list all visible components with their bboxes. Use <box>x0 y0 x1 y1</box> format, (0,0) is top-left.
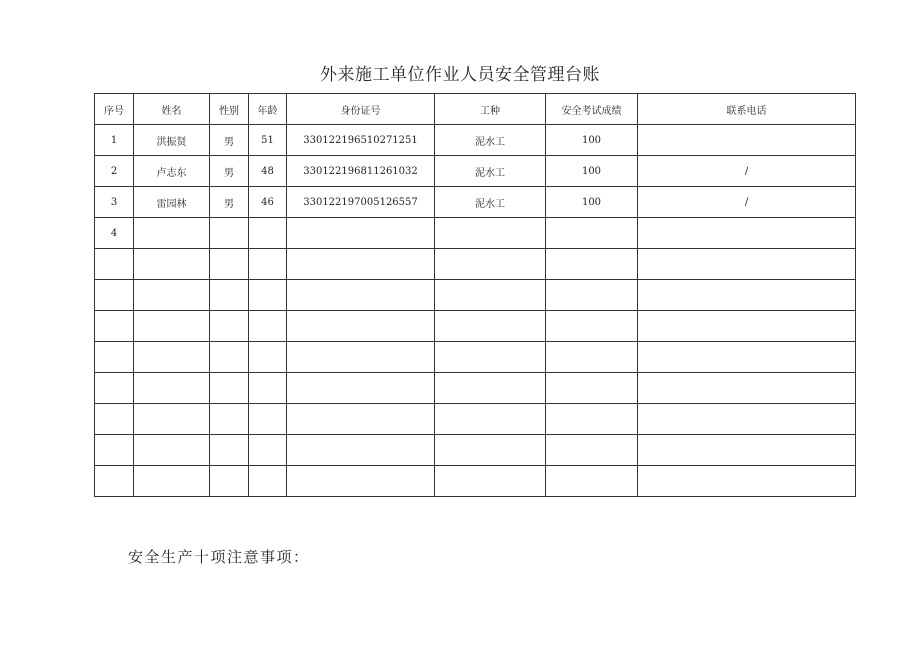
cell-name <box>134 280 210 311</box>
col-header-exam-score: 安全考试成绩 <box>546 94 638 125</box>
cell-id-number: 330122197005126557 <box>287 187 435 218</box>
cell-trade <box>435 435 546 466</box>
cell-trade <box>435 249 546 280</box>
cell-gender: 男 <box>210 156 249 187</box>
cell-phone <box>638 311 856 342</box>
cell-age <box>249 280 287 311</box>
cell-age <box>249 249 287 280</box>
header-row <box>95 94 856 125</box>
cell-name <box>134 311 210 342</box>
table-row <box>95 435 856 466</box>
cell-seq: 3 <box>95 187 134 218</box>
cell-id-number <box>287 435 435 466</box>
cell-phone <box>638 404 856 435</box>
cell-gender <box>210 249 249 280</box>
cell-phone <box>638 466 856 497</box>
col-header-phone: 联系电话 <box>638 94 856 125</box>
personnel-ledger-table <box>94 93 856 497</box>
cell-age <box>249 373 287 404</box>
cell-trade: 泥水工 <box>435 125 546 156</box>
cell-exam-score <box>546 373 638 404</box>
cell-id-number <box>287 342 435 373</box>
cell-gender <box>210 435 249 466</box>
cell-trade <box>435 280 546 311</box>
cell-id-number: 330122196510271251 <box>287 125 435 156</box>
col-header-age: 年龄 <box>249 94 287 125</box>
cell-phone <box>638 249 856 280</box>
cell-name <box>134 218 210 249</box>
cell-seq <box>95 280 134 311</box>
cell-name <box>134 373 210 404</box>
cell-seq <box>95 249 134 280</box>
page-title: 外来施工单位作业人员安全管理台账 <box>320 65 600 85</box>
cell-gender <box>210 280 249 311</box>
cell-exam-score <box>546 435 638 466</box>
cell-gender <box>210 311 249 342</box>
cell-age: 51 <box>249 125 287 156</box>
cell-seq: 4 <box>95 218 134 249</box>
cell-seq: 2 <box>95 156 134 187</box>
cell-age: 48 <box>249 156 287 187</box>
cell-phone: / <box>638 156 856 187</box>
col-header-id-number: 身份证号 <box>287 94 435 125</box>
cell-name <box>134 404 210 435</box>
cell-seq <box>95 311 134 342</box>
cell-age <box>249 218 287 249</box>
cell-exam-score: 100 <box>546 125 638 156</box>
cell-gender <box>210 218 249 249</box>
cell-age <box>249 404 287 435</box>
cell-name <box>134 342 210 373</box>
safety-notes-heading: 安全生产十项注意事项： <box>128 548 310 566</box>
cell-gender <box>210 466 249 497</box>
cell-trade: 泥水工 <box>435 156 546 187</box>
table-row <box>95 187 856 218</box>
cell-name <box>134 249 210 280</box>
cell-phone: / <box>638 187 856 218</box>
cell-age <box>249 466 287 497</box>
cell-exam-score <box>546 404 638 435</box>
cell-id-number <box>287 249 435 280</box>
cell-id-number <box>287 373 435 404</box>
cell-exam-score <box>546 280 638 311</box>
cell-seq <box>95 342 134 373</box>
table-row <box>95 311 856 342</box>
table-row <box>95 156 856 187</box>
table-row <box>95 249 856 280</box>
cell-name: 卢志东 <box>134 156 210 187</box>
cell-age <box>249 342 287 373</box>
cell-gender: 男 <box>210 125 249 156</box>
cell-trade: 泥水工 <box>435 187 546 218</box>
cell-age <box>249 311 287 342</box>
cell-phone <box>638 280 856 311</box>
cell-seq <box>95 373 134 404</box>
col-header-trade: 工种 <box>435 94 546 125</box>
cell-phone <box>638 342 856 373</box>
table-row <box>95 404 856 435</box>
cell-seq <box>95 435 134 466</box>
cell-gender <box>210 404 249 435</box>
cell-phone <box>638 373 856 404</box>
table-row <box>95 280 856 311</box>
cell-id-number: 330122196811261032 <box>287 156 435 187</box>
cell-phone <box>638 125 856 156</box>
table-row <box>95 218 856 249</box>
cell-exam-score <box>546 466 638 497</box>
cell-phone <box>638 218 856 249</box>
table-row <box>95 125 856 156</box>
table-row <box>95 466 856 497</box>
cell-phone <box>638 435 856 466</box>
col-header-seq: 序号 <box>95 94 134 125</box>
cell-id-number <box>287 218 435 249</box>
cell-seq <box>95 466 134 497</box>
cell-exam-score <box>546 218 638 249</box>
cell-name <box>134 466 210 497</box>
cell-age: 46 <box>249 187 287 218</box>
cell-trade <box>435 404 546 435</box>
cell-id-number <box>287 280 435 311</box>
table-row <box>95 373 856 404</box>
cell-id-number <box>287 466 435 497</box>
cell-id-number <box>287 311 435 342</box>
cell-exam-score <box>546 249 638 280</box>
cell-gender <box>210 373 249 404</box>
cell-exam-score <box>546 311 638 342</box>
cell-trade <box>435 466 546 497</box>
cell-exam-score: 100 <box>546 187 638 218</box>
cell-name <box>134 435 210 466</box>
cell-seq <box>95 404 134 435</box>
cell-trade <box>435 311 546 342</box>
cell-seq: 1 <box>95 125 134 156</box>
cell-exam-score: 100 <box>546 156 638 187</box>
cell-gender: 男 <box>210 187 249 218</box>
cell-age <box>249 435 287 466</box>
cell-trade <box>435 218 546 249</box>
cell-id-number <box>287 404 435 435</box>
cell-name: 洪振贤 <box>134 125 210 156</box>
table-row <box>95 342 856 373</box>
col-header-gender: 性别 <box>210 94 249 125</box>
cell-gender <box>210 342 249 373</box>
cell-trade <box>435 373 546 404</box>
cell-trade <box>435 342 546 373</box>
cell-name: 雷园林 <box>134 187 210 218</box>
col-header-name: 姓名 <box>134 94 210 125</box>
cell-exam-score <box>546 342 638 373</box>
